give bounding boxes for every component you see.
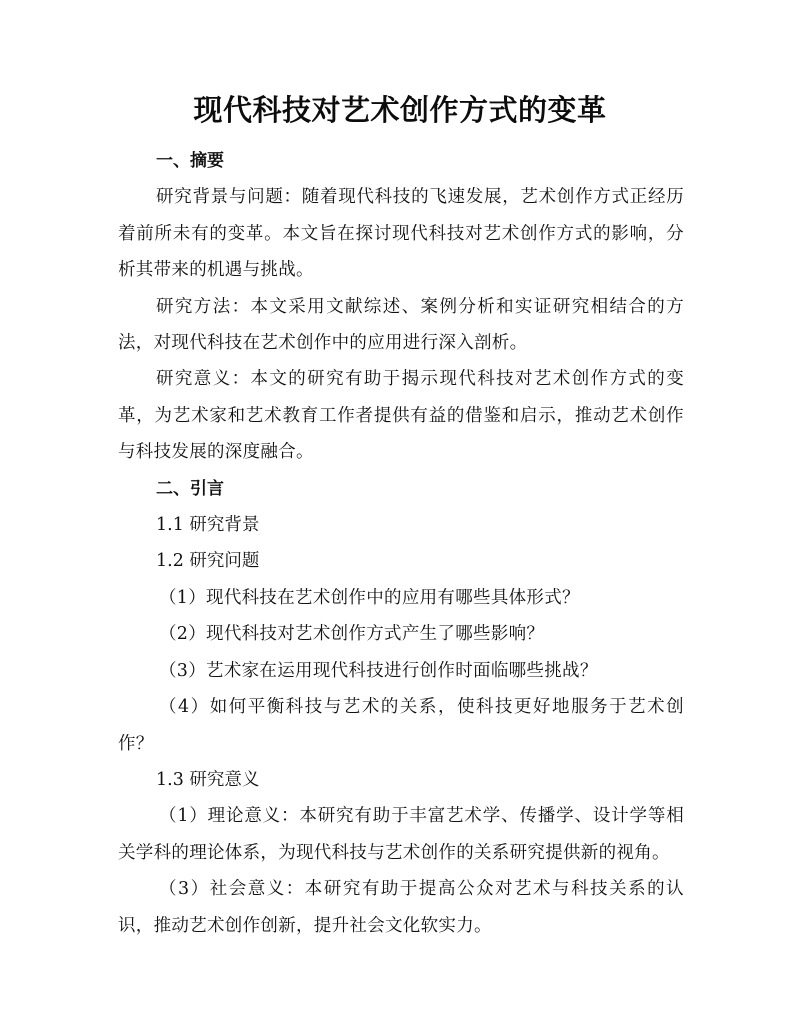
theoretical-significance-paragraph: （1）理论意义：本研究有助于丰富艺术学、传播学、设计学等相关学科的理论体系，为现代科技与艺术创作的关系研究提供新的视角。 [118,806,684,863]
social-significance-paragraph: （3）社会意义：本研究有助于提高公众对艺术与科技关系的认识，推动艺术创作创新，提升社会文化软实力。 [118,879,684,936]
abstract-background-paragraph: 研究背景与问题：随着现代科技的飞速发展，艺术创作方式正经历着前所未有的变革。本文旨在探讨现代科技对艺术创作方式的影响，分析其带来的机遇与挑战。 [118,187,684,281]
research-question-3: （3）艺术家在运用现代科技进行创作时面临哪些挑战？ [159,660,598,681]
research-question-4: （4）如何平衡科技与艺术的关系，使科技更好地服务于艺术创作？ [118,697,684,754]
abstract-significance-paragraph: 研究意义：本文的研究有助于揭示现代科技对艺术创作方式的变革，为艺术家和艺术教育工作者提供有益的借鉴和启示，推动艺术创作与科技发展的深度融合。 [118,369,684,463]
research-question-1: （1）现代科技在艺术创作中的应用有哪些具体形式？ [159,587,580,608]
introduction-heading: 二、引言 [156,478,224,499]
document-body [118,143,684,944]
abstract-method-paragraph: 研究方法：本文采用文献综述、案例分析和实证研究相结合的方法，对现代科技在艺术创作中的应用进行深入剖析。 [118,296,684,354]
document-title: 现代科技对艺术创作方式的变革 [193,93,607,127]
research-question-2: （2）现代科技对艺术创作方式产生了哪些影响？ [159,624,545,645]
section-1-3-heading: 1.3 研究意义 [156,769,260,790]
section-1-1-heading: 1.1 研究背景 [156,515,260,536]
section-1-2-heading: 1.2 研究问题 [156,551,260,572]
abstract-heading: 一、摘要 [156,151,224,171]
